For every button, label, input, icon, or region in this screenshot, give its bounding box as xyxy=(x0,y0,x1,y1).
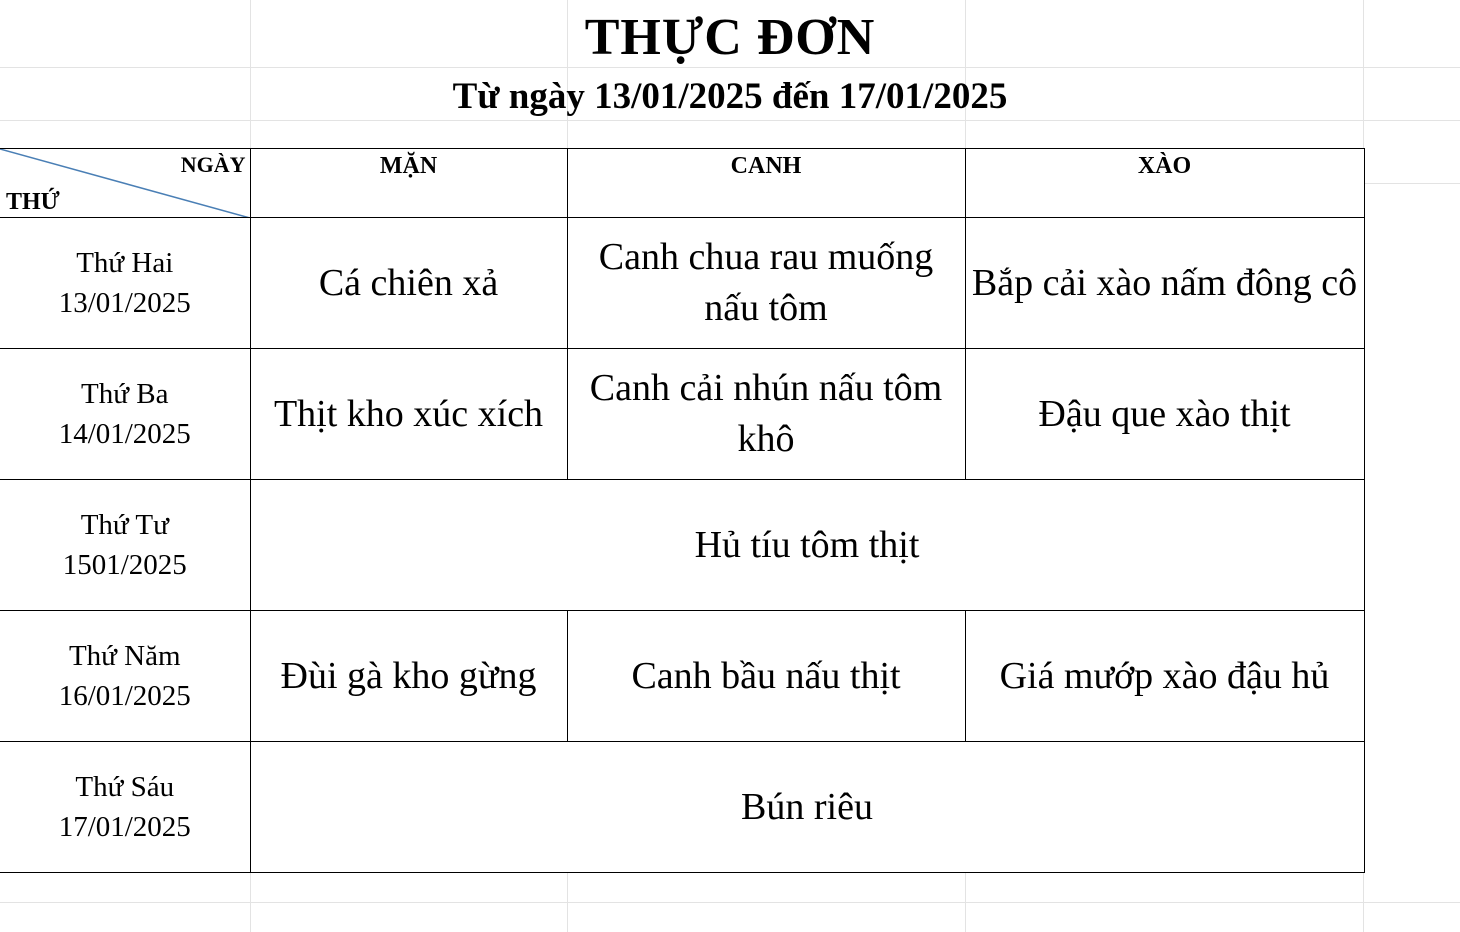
day-name: Thứ Ba xyxy=(81,378,169,410)
corner-cell[interactable] xyxy=(0,149,250,218)
page-title: THỰC ĐƠN xyxy=(584,9,876,66)
day-cell[interactable] xyxy=(0,218,250,349)
day-date: 13/01/2025 xyxy=(58,287,191,319)
corner-thu-label: THỨ xyxy=(6,189,60,215)
dish-xao[interactable]: Bắp cải xào nấm đông cô xyxy=(965,218,1364,349)
dish-canh[interactable]: Canh chua rau muống nấu tôm xyxy=(567,218,965,349)
dish-man[interactable]: Cá chiên xả xyxy=(250,218,567,349)
day-date: 1501/2025 xyxy=(62,549,187,581)
day-cell[interactable] xyxy=(0,611,250,742)
menu-table xyxy=(0,148,1365,873)
day-cell[interactable] xyxy=(0,349,250,480)
dish-canh[interactable]: Canh bầu nấu thịt xyxy=(567,611,965,742)
day-cell[interactable] xyxy=(0,480,250,611)
day-name: Thứ Năm xyxy=(68,640,181,672)
dish-combined[interactable]: Bún riêu xyxy=(250,742,1364,873)
table-row xyxy=(0,480,1364,611)
day-date: 16/01/2025 xyxy=(58,680,191,712)
day-name: Thứ Tư xyxy=(80,509,169,541)
dish-man[interactable]: Thịt kho xúc xích xyxy=(250,349,567,480)
corner-ngay-label: NGÀY xyxy=(180,152,246,177)
dish-canh[interactable]: Canh cải nhún nấu tôm khô xyxy=(567,349,965,480)
day-date: 17/01/2025 xyxy=(58,811,191,843)
column-header-canh[interactable]: CANH xyxy=(567,149,965,218)
page-subtitle: Từ ngày 13/01/2025 đến 17/01/2025 xyxy=(452,76,1008,117)
column-header-man[interactable]: MẶN xyxy=(250,149,567,218)
table-row xyxy=(0,611,1364,742)
header-row xyxy=(0,149,1364,218)
table-row xyxy=(0,742,1364,873)
dish-man[interactable]: Đùi gà kho gừng xyxy=(250,611,567,742)
day-name: Thứ Hai xyxy=(76,247,174,279)
dish-combined[interactable]: Hủ tíu tôm thịt xyxy=(250,480,1364,611)
column-header-xao[interactable]: XÀO xyxy=(965,149,1364,218)
dish-xao[interactable]: Đậu que xào thịt xyxy=(965,349,1364,480)
dish-xao[interactable]: Giá mướp xào đậu hủ xyxy=(965,611,1364,742)
day-cell[interactable] xyxy=(0,742,250,873)
table-row xyxy=(0,349,1364,480)
day-date: 14/01/2025 xyxy=(58,418,191,450)
table-row xyxy=(0,218,1364,349)
day-name: Thứ Sáu xyxy=(75,771,175,803)
